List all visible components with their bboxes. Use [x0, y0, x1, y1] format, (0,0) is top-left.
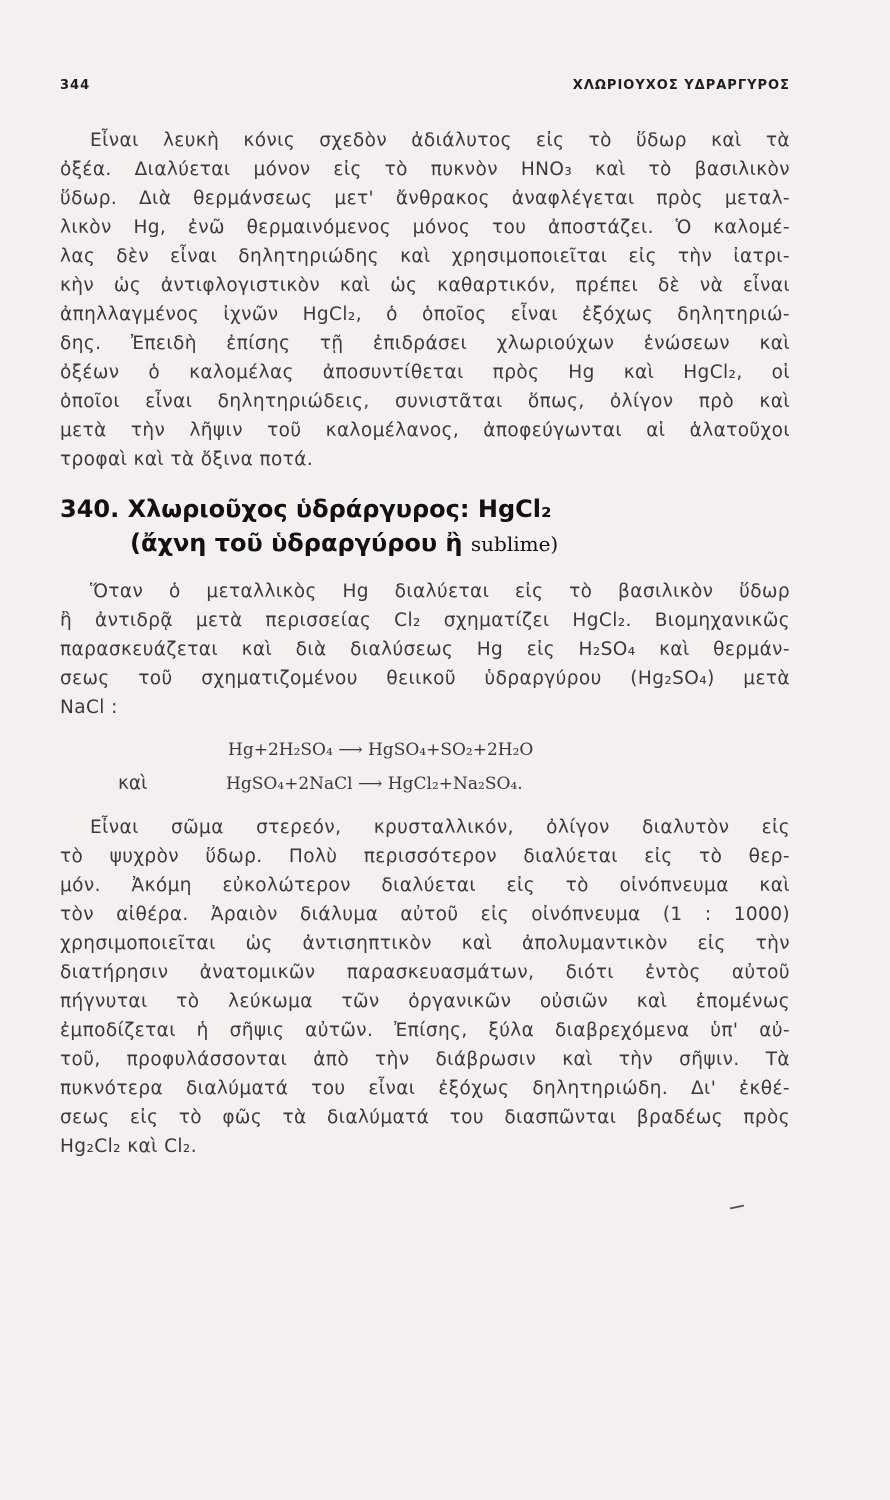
text-line: Ὅταν ὁ μεταλλικὸς Hg διαλύεται εἰς τὸ βασιλικὸν ὕδωρ — [90, 581, 790, 602]
text-line: διατήρησιν ἀνατομικῶν παρασκευασμάτων, διότι ἐντὸς αὐτοῦ — [60, 962, 790, 983]
text-line: τὸ ψυχρὸν ὕδωρ. Πολὺ περισσότερον διαλύεται εἰς τὸ θερ- — [60, 846, 790, 867]
text-line: κὴν ὡς ἀντιφλογιστικὸν καὶ ὡς καθαρτικόν, πρέπει δὲ νὰ εἶναι — [60, 275, 790, 296]
running-title: ΧΛΩΡΙΟΥΧΟΣ ΥΔΡΑΡΓΥΡΟΣ — [572, 78, 790, 93]
text-line: ὕδωρ. Διὰ θερμάνσεως μετ' ἄνθρακος ἀναφλέγεται πρὸς μεταλ- — [60, 188, 790, 209]
section-alt-names-sublime: sublime) — [470, 532, 559, 556]
text-line: ὁποῖοι εἶναι δηλητηριώδεις, συνιστᾶται ὅπως, ὀλίγον πρὸ καὶ — [60, 391, 790, 412]
page-number: 344 — [60, 78, 91, 93]
text-line: σεως εἰς τὸ φῶς τὰ διαλύματά του διασπῶνται βραδέως πρὸς — [60, 1107, 790, 1128]
section-formula: HgCl₂ — [477, 495, 552, 523]
text-line: μόν. Ἀκόμη εὐκολώτερον διαλύεται εἰς τὸ οἰνόπνευμα καὶ — [60, 875, 790, 896]
equation-1 — [60, 733, 790, 767]
text-line: τοῦ, προφυλάσσονται ἀπὸ τὴν διάβρωσιν καὶ τὴν σῆψιν. Τὰ — [60, 1049, 790, 1070]
text-line: παρασκευάζεται καὶ διὰ διαλύσεως Hg εἰς H₂SO₄ καὶ θερμάν- — [60, 639, 790, 660]
text-line: ἢ ἀντιδρᾷ μετὰ περισσείας Cl₂ σχηματίζει HgCl₂. Βιομηχανικῶς — [60, 610, 790, 631]
section-alt-names: (ἄχνη τοῦ ὑδραργύρου ἢ — [130, 529, 463, 557]
text-line: τὸν αἰθέρα. Ἀραιὸν διάλυμα αὐτοῦ εἰς οἰνόπνευμα (1 : 1000) — [60, 904, 790, 925]
page-header — [60, 78, 790, 98]
text-line: τροφαὶ καὶ τὰ ὄξινα ποτά. — [60, 449, 314, 470]
text-line: ὀξέων ὁ καλομέλας ἀποσυντίθεται πρὸς Hg καὶ HgCl₂, οἱ — [60, 362, 790, 383]
paragraph-sublimate-properties — [60, 813, 790, 1161]
text-line: NaCl : — [60, 697, 118, 718]
text-line: πήγνυται τὸ λεύκωμα τῶν ὀργανικῶν οὐσιῶν καὶ ἑπομένως — [60, 991, 790, 1012]
text-line: δης. Ἐπειδὴ ἐπίσης τῇ ἐπιδράσει χλωριούχων ἑνώσεων καὶ — [60, 333, 790, 354]
text-line: ἀπηλλαγμένος ἰχνῶν HgCl₂, ὁ ὁποῖος εἶναι ἐξόχως δηλητηριώ- — [60, 304, 790, 325]
paragraph-calomel-properties — [60, 126, 790, 474]
equation-2 — [60, 767, 790, 801]
ink-speck — [730, 1205, 744, 1210]
text-line: Εἶναι σῶμα στερεόν, κρυσταλλικόν, ὀλίγον διαλυτὸν εἰς — [90, 817, 790, 838]
text-line: λας δὲν εἶναι δηλητηριώδης καὶ χρησιμοποιεῖται εἰς τὴν ἰατρι- — [60, 246, 790, 267]
equation-formula: Hg+2H₂SO₄ ⟶ HgSO₄+SO₂+2H₂O — [228, 740, 534, 760]
section-title: 340. Χλωριοῦχος ὑδράργυρος: — [60, 495, 470, 523]
chemical-equations — [60, 733, 790, 801]
text-line: Εἶναι λευκὴ κόνις σχεδὸν ἀδιάλυτος εἰς τὸ ὕδωρ καὶ τὰ — [90, 130, 790, 151]
text-line: σεως τοῦ σχηματιζομένου θειικοῦ ὑδραργύρου (Hg₂SO₄) μετὰ — [60, 668, 790, 689]
equation-formula: HgSO₄+2NaCl ⟶ HgCl₂+Na₂SO₄. — [226, 774, 523, 794]
text-line: λικὸν Hg, ἐνῶ θερμαινόμενος μόνος του ἀποστάζει. Ὁ καλομέ- — [60, 217, 790, 238]
text-line: Hg₂Cl₂ καὶ Cl₂. — [60, 1136, 198, 1157]
section-heading — [60, 492, 790, 560]
text-line: ὀξέα. Διαλύεται μόνον εἰς τὸ πυκνὸν HNO₃ καὶ τὸ βασιλικὸν — [60, 159, 790, 180]
equation-conjunction: καὶ — [118, 773, 148, 794]
text-line: ἐμποδίζεται ἡ σῆψις αὐτῶν. Ἐπίσης, ξύλα διαβρεχόμενα ὑπ' αὐ- — [60, 1020, 790, 1041]
text-line: χρησιμοποιεῖται ὡς ἀντισηπτικὸν καὶ ἀπολυμαντικὸν εἰς τὴν — [60, 933, 790, 954]
text-line: μετὰ τὴν λῆψιν τοῦ καλομέλανος, ἀποφεύγωνται αἱ ἁλατοῦχοι — [60, 420, 790, 441]
text-line: πυκνότερα διαλύματά του εἶναι ἐξόχως δηλητηριώδη. Δι' ἐκθέ- — [60, 1078, 790, 1099]
paragraph-preparation — [60, 577, 790, 722]
